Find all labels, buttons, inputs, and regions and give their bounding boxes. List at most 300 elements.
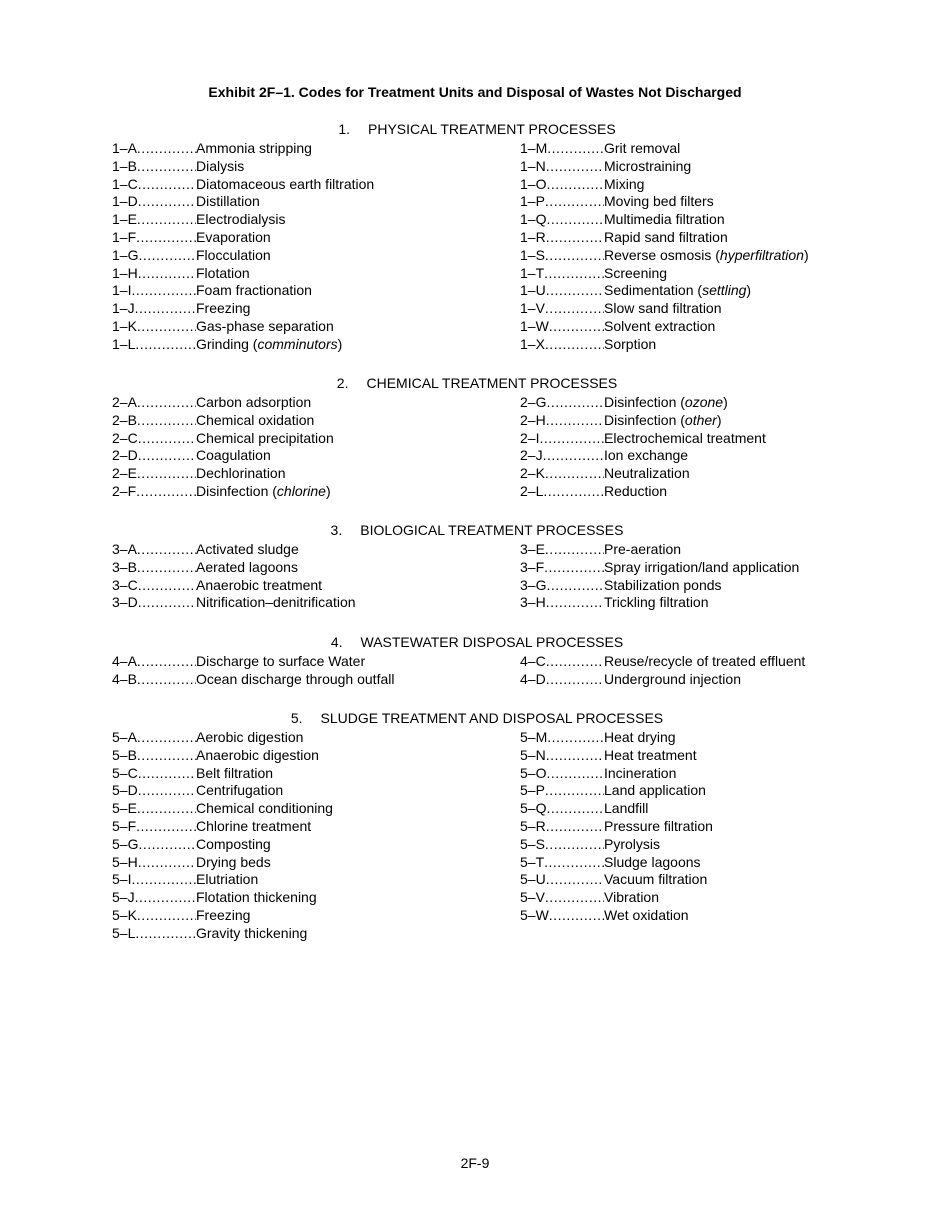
code-description bbox=[196, 140, 312, 156]
code-entry bbox=[520, 318, 809, 336]
code-description bbox=[196, 594, 356, 610]
code-entry bbox=[520, 671, 805, 689]
description-text: Anaerobic treatment bbox=[196, 576, 323, 593]
code-column-right bbox=[520, 729, 713, 925]
code-description bbox=[196, 465, 286, 481]
description-text: Diatomaceous earth filtration bbox=[196, 175, 375, 192]
code-description bbox=[196, 782, 283, 798]
code-entry bbox=[112, 176, 374, 194]
code-description bbox=[604, 282, 751, 298]
description-text: Flotation bbox=[196, 264, 250, 281]
description-suffix: ) bbox=[723, 394, 728, 410]
code-description bbox=[604, 889, 659, 905]
code-description bbox=[196, 211, 285, 227]
code-entry bbox=[520, 483, 766, 501]
description-text: Disinfection ( bbox=[604, 394, 685, 410]
code-entry bbox=[112, 229, 374, 247]
description-text: Mixing bbox=[604, 175, 645, 192]
code-entry bbox=[520, 907, 713, 925]
code-label: 5–G ..... bbox=[112, 836, 196, 854]
code-label: 1–L ..... bbox=[112, 336, 196, 354]
code-description bbox=[196, 318, 334, 334]
description-text: Anaerobic digestion bbox=[196, 746, 319, 763]
code-label: 5–C ..... bbox=[112, 765, 196, 783]
code-label: 1–B ..... bbox=[112, 158, 196, 176]
code-description bbox=[196, 765, 273, 781]
description-text: Grit removal bbox=[604, 140, 681, 156]
description-text: Belt filtration bbox=[196, 764, 274, 781]
code-label: 1–M ..... bbox=[520, 140, 604, 158]
code-description bbox=[604, 483, 667, 499]
code-entry bbox=[112, 193, 374, 211]
description-text: Microstraining bbox=[604, 157, 692, 174]
code-description bbox=[604, 747, 697, 763]
code-label: 1–K ..... bbox=[112, 318, 196, 336]
code-entry bbox=[112, 594, 356, 612]
code-entry bbox=[112, 265, 374, 283]
code-label: 3–F ..... bbox=[520, 559, 604, 577]
section-number: 3. bbox=[330, 522, 343, 538]
description-text: Reuse/recycle of treated effluent bbox=[604, 653, 806, 669]
description-text: Centrifugation bbox=[196, 782, 284, 799]
description-text: Disinfection ( bbox=[196, 482, 277, 499]
code-description bbox=[604, 818, 713, 834]
description-text: Trickling filtration bbox=[604, 594, 709, 611]
code-description bbox=[604, 594, 709, 610]
description-suffix: ) bbox=[746, 282, 752, 299]
code-description bbox=[604, 671, 741, 687]
description-text: Vacuum filtration bbox=[604, 871, 708, 888]
code-label: 5–H ..... bbox=[112, 854, 196, 872]
code-label: 5–Q ..... bbox=[520, 800, 604, 818]
code-entry bbox=[112, 871, 333, 889]
code-label: 1–E ..... bbox=[112, 211, 196, 229]
code-entry bbox=[520, 282, 809, 300]
description-text: Aerated lagoons bbox=[196, 558, 298, 575]
code-label: 5–T ..... bbox=[520, 854, 604, 872]
code-description bbox=[196, 818, 311, 834]
description-text: Activated sludge bbox=[196, 541, 299, 557]
code-description bbox=[196, 483, 331, 499]
code-description bbox=[604, 782, 706, 798]
description-text: Land application bbox=[604, 782, 706, 799]
code-entry bbox=[520, 594, 799, 612]
description-text: Coagulation bbox=[196, 447, 271, 464]
code-entry bbox=[520, 430, 766, 448]
description-suffix: ) bbox=[716, 411, 722, 428]
code-label: 1–O ..... bbox=[520, 176, 604, 194]
description-text: Freezing bbox=[196, 300, 251, 317]
code-label: 2–E ..... bbox=[112, 465, 196, 483]
section-number: 2. bbox=[336, 375, 349, 391]
code-description bbox=[196, 889, 317, 905]
code-label: 1–V ..... bbox=[520, 300, 604, 318]
code-description bbox=[196, 541, 299, 557]
code-entry bbox=[112, 336, 374, 354]
code-column-left bbox=[112, 394, 334, 501]
code-entry bbox=[112, 671, 394, 689]
section-heading bbox=[112, 118, 802, 140]
code-label: 2–F ..... bbox=[112, 483, 196, 501]
code-label: 2–H ..... bbox=[520, 412, 604, 430]
code-description bbox=[196, 430, 334, 446]
code-label: 1–C ..... bbox=[112, 176, 196, 194]
description-text: Underground injection bbox=[604, 670, 741, 687]
code-description bbox=[604, 140, 680, 156]
description-suffix: ) bbox=[803, 246, 809, 263]
code-label: 4–D ..... bbox=[520, 671, 604, 689]
code-column-right bbox=[520, 140, 809, 354]
code-entry bbox=[112, 854, 333, 872]
section-sludge bbox=[112, 707, 802, 941]
code-entry bbox=[112, 653, 394, 671]
description-text: Reduction bbox=[604, 482, 668, 499]
code-entry bbox=[520, 158, 809, 176]
description-text: Incineration bbox=[604, 764, 677, 781]
description-text: Pressure filtration bbox=[604, 817, 713, 834]
code-description bbox=[604, 765, 676, 781]
code-description bbox=[196, 176, 374, 192]
code-description bbox=[196, 229, 271, 245]
code-label: 5–R ..... bbox=[520, 818, 604, 836]
code-description bbox=[196, 447, 271, 463]
description-text: Chemical oxidation bbox=[196, 411, 315, 428]
code-column-right bbox=[520, 541, 799, 612]
code-description bbox=[196, 729, 303, 745]
code-entry bbox=[520, 765, 713, 783]
code-description bbox=[604, 800, 648, 816]
description-text: Drying beds bbox=[196, 853, 271, 870]
code-label: 4–A ..... bbox=[112, 653, 196, 671]
description-text: Electrodialysis bbox=[196, 211, 286, 228]
section-heading bbox=[112, 631, 802, 653]
page-number: 2F-9 bbox=[460, 1155, 490, 1171]
code-label: 3–C ..... bbox=[112, 577, 196, 595]
code-description bbox=[604, 318, 715, 334]
code-label: 4–C ..... bbox=[520, 653, 604, 671]
code-entry bbox=[520, 300, 809, 318]
code-label: 1–W ..... bbox=[520, 318, 604, 336]
description-text: Ion exchange bbox=[604, 447, 689, 464]
description-text: Pre-aeration bbox=[604, 541, 682, 557]
code-entry bbox=[112, 140, 374, 158]
code-description bbox=[604, 158, 691, 174]
code-label: 2–K ..... bbox=[520, 465, 604, 483]
code-label: 1–H ..... bbox=[112, 265, 196, 283]
code-entry bbox=[520, 818, 713, 836]
description-italic: settling bbox=[702, 282, 747, 299]
code-label: 3–A ..... bbox=[112, 541, 196, 559]
code-label: 2–I ..... bbox=[520, 430, 604, 448]
description-text: Heat treatment bbox=[604, 746, 697, 763]
code-entry bbox=[520, 653, 805, 671]
code-entry bbox=[520, 836, 713, 854]
description-text: Slow sand filtration bbox=[604, 300, 722, 317]
code-entry bbox=[520, 412, 766, 430]
code-entry bbox=[112, 483, 334, 501]
code-column-right bbox=[520, 653, 805, 689]
description-text: Screening bbox=[604, 264, 668, 281]
code-label: 3–E ..... bbox=[520, 541, 604, 559]
code-label: 5–F ..... bbox=[112, 818, 196, 836]
description-text: Chlorine treatment bbox=[196, 817, 312, 834]
description-text: Carbon adsorption bbox=[196, 394, 312, 410]
code-description bbox=[604, 211, 725, 227]
description-text: Aerobic digestion bbox=[196, 729, 304, 745]
code-entry bbox=[112, 541, 356, 559]
code-entry bbox=[520, 541, 799, 559]
description-text: Stabilization ponds bbox=[604, 576, 722, 593]
description-suffix: ) bbox=[325, 482, 331, 499]
code-description bbox=[196, 412, 314, 428]
code-entry bbox=[112, 300, 374, 318]
description-text: Composting bbox=[196, 835, 271, 852]
section-heading-text: PHYSICAL TREATMENT PROCESSES bbox=[368, 121, 616, 137]
code-entry bbox=[520, 229, 809, 247]
code-label: 3–B ..... bbox=[112, 559, 196, 577]
code-description bbox=[604, 300, 722, 316]
description-text: Foam fractionation bbox=[196, 282, 312, 299]
code-entry bbox=[520, 447, 766, 465]
code-label: 1–N ..... bbox=[520, 158, 604, 176]
description-text: Nitrification–denitrification bbox=[196, 594, 356, 611]
code-entry bbox=[112, 158, 374, 176]
code-label: 1–U ..... bbox=[520, 282, 604, 300]
code-label: 1–T ..... bbox=[520, 265, 604, 283]
code-description bbox=[604, 412, 722, 428]
code-label: 1–A ..... bbox=[112, 140, 196, 158]
description-italic: other bbox=[684, 411, 717, 428]
code-entry bbox=[520, 854, 713, 872]
description-text: Dechlorination bbox=[196, 465, 286, 482]
code-description bbox=[196, 265, 250, 281]
code-description bbox=[604, 430, 766, 446]
code-entry bbox=[520, 265, 809, 283]
code-entry bbox=[112, 394, 334, 412]
code-label: 5–J ..... bbox=[112, 889, 196, 907]
code-column-left bbox=[112, 541, 356, 612]
code-entry bbox=[112, 430, 334, 448]
code-description bbox=[604, 854, 701, 870]
code-description bbox=[604, 871, 707, 887]
code-label: 4–B ..... bbox=[112, 671, 196, 689]
description-text: Disinfection ( bbox=[604, 411, 685, 428]
code-entry bbox=[112, 282, 374, 300]
code-description bbox=[196, 247, 271, 263]
description-suffix: ) bbox=[337, 335, 343, 352]
code-description bbox=[604, 653, 805, 669]
code-label: 2–L ..... bbox=[520, 483, 604, 501]
section-heading bbox=[112, 519, 802, 541]
description-text: Reverse osmosis ( bbox=[604, 246, 720, 263]
description-text: Solvent extraction bbox=[604, 317, 716, 334]
code-label: 5–E ..... bbox=[112, 800, 196, 818]
code-label: 1–R ..... bbox=[520, 229, 604, 247]
description-text: Spray irrigation/land application bbox=[604, 558, 800, 575]
description-text: Pyrolysis bbox=[604, 835, 661, 852]
code-description bbox=[604, 465, 690, 481]
code-label: 3–G ..... bbox=[520, 577, 604, 595]
description-text: Neutralization bbox=[604, 465, 690, 482]
code-description bbox=[196, 671, 394, 687]
description-text: Grinding ( bbox=[196, 335, 258, 352]
code-description bbox=[604, 907, 689, 923]
code-label: 1–I ..... bbox=[112, 282, 196, 300]
code-label: 2–G ..... bbox=[520, 394, 604, 412]
code-column-right bbox=[520, 394, 766, 501]
code-entry bbox=[112, 577, 356, 595]
code-description bbox=[604, 193, 714, 209]
description-text: Sludge lagoons bbox=[604, 853, 701, 870]
code-label: 5–U ..... bbox=[520, 871, 604, 889]
code-description bbox=[196, 854, 271, 870]
code-column-left bbox=[112, 729, 333, 943]
code-entry bbox=[520, 394, 766, 412]
description-text: Heat drying bbox=[604, 729, 676, 745]
description-text: Sedimentation ( bbox=[604, 282, 703, 299]
description-text: Chemical conditioning bbox=[196, 800, 333, 817]
description-text: Multimedia filtration bbox=[604, 211, 725, 228]
section-heading-text: CHEMICAL TREATMENT PROCESSES bbox=[366, 375, 618, 391]
code-description bbox=[196, 577, 322, 593]
section-heading bbox=[112, 372, 802, 394]
section-number: 5. bbox=[290, 710, 303, 726]
code-description bbox=[604, 541, 681, 557]
description-text: Gravity thickening bbox=[196, 924, 308, 941]
code-label: 1–D ..... bbox=[112, 193, 196, 211]
code-description bbox=[196, 158, 244, 174]
code-label: 5–M ..... bbox=[520, 729, 604, 747]
code-entry bbox=[112, 247, 374, 265]
code-entry bbox=[112, 818, 333, 836]
code-label: 1–P ..... bbox=[520, 193, 604, 211]
code-description bbox=[196, 653, 365, 669]
code-description bbox=[196, 871, 258, 887]
code-entry bbox=[520, 577, 799, 595]
section-biological bbox=[112, 519, 802, 611]
code-entry bbox=[112, 747, 333, 765]
code-description bbox=[604, 836, 660, 852]
description-text: Chemical precipitation bbox=[196, 429, 334, 446]
section-number: 1. bbox=[338, 121, 351, 137]
code-label: 1–J ..... bbox=[112, 300, 196, 318]
code-label: 2–A ..... bbox=[112, 394, 196, 412]
section-heading-text: SLUDGE TREATMENT AND DISPOSAL PROCESSES bbox=[320, 710, 664, 726]
code-description bbox=[604, 247, 809, 263]
code-description bbox=[196, 836, 271, 852]
code-label: 1–G ..... bbox=[112, 247, 196, 265]
description-text: Freezing bbox=[196, 906, 251, 923]
code-entry bbox=[520, 782, 713, 800]
code-entry bbox=[112, 765, 333, 783]
code-description bbox=[196, 907, 250, 923]
code-entry bbox=[520, 176, 809, 194]
code-description bbox=[196, 559, 298, 575]
code-description bbox=[196, 300, 250, 316]
code-label: 5–K ..... bbox=[112, 907, 196, 925]
code-label: 3–H ..... bbox=[520, 594, 604, 612]
description-italic: ozone bbox=[684, 394, 724, 410]
code-description bbox=[604, 336, 656, 352]
code-label: 5–N ..... bbox=[520, 747, 604, 765]
description-text: Ammonia stripping bbox=[196, 140, 312, 156]
section-chemical bbox=[112, 372, 802, 499]
code-label: 1–X ..... bbox=[520, 336, 604, 354]
code-entry bbox=[112, 318, 374, 336]
code-entry bbox=[112, 782, 333, 800]
code-label: 5–D ..... bbox=[112, 782, 196, 800]
section-wastewater-disposal bbox=[112, 631, 806, 687]
code-entry bbox=[520, 559, 799, 577]
description-italic: chlorine bbox=[276, 482, 326, 499]
code-entry bbox=[112, 447, 334, 465]
exhibit-title: Exhibit 2F–1. Codes for Treatment Units and Disposal of Wastes Not Discharged bbox=[208, 84, 742, 100]
description-text: Electrochemical treatment bbox=[604, 429, 766, 446]
code-description bbox=[196, 282, 312, 298]
description-italic: comminutors bbox=[257, 335, 338, 352]
code-label: 1–F ..... bbox=[112, 229, 196, 247]
code-entry bbox=[112, 925, 333, 943]
code-column-left bbox=[112, 140, 374, 354]
code-column-left bbox=[112, 653, 394, 689]
section-number: 4. bbox=[330, 634, 343, 650]
code-label: 5–L ..... bbox=[112, 925, 196, 943]
code-label: 1–Q ..... bbox=[520, 211, 604, 229]
code-description bbox=[196, 193, 260, 209]
section-heading bbox=[112, 707, 802, 729]
code-description bbox=[604, 229, 728, 245]
description-text: Vibration bbox=[604, 889, 660, 906]
description-text: Rapid sand filtration bbox=[604, 228, 728, 245]
code-entry bbox=[112, 889, 333, 907]
description-text: Moving bed filters bbox=[604, 193, 714, 210]
code-entry bbox=[112, 800, 333, 818]
code-entry bbox=[520, 871, 713, 889]
description-text: Flotation thickening bbox=[196, 889, 317, 906]
code-description bbox=[196, 800, 333, 816]
code-entry bbox=[112, 465, 334, 483]
code-entry bbox=[112, 729, 333, 747]
code-entry bbox=[520, 729, 713, 747]
code-description bbox=[196, 747, 319, 763]
code-entry bbox=[520, 889, 713, 907]
code-label: 5–O ..... bbox=[520, 765, 604, 783]
code-label: 5–P ..... bbox=[520, 782, 604, 800]
code-description bbox=[604, 176, 644, 192]
code-description bbox=[196, 925, 307, 941]
code-label: 5–V ..... bbox=[520, 889, 604, 907]
code-entry bbox=[520, 140, 809, 158]
description-text: Flocculation bbox=[196, 246, 271, 263]
code-entry bbox=[520, 465, 766, 483]
description-text: Distillation bbox=[196, 193, 260, 210]
code-description bbox=[604, 559, 799, 575]
code-description bbox=[604, 394, 728, 410]
section-physical bbox=[112, 118, 809, 352]
code-description bbox=[604, 265, 667, 281]
code-label: 2–J ..... bbox=[520, 447, 604, 465]
section-heading-text: BIOLOGICAL TREATMENT PROCESSES bbox=[360, 522, 624, 538]
section-heading-text: WASTEWATER DISPOSAL PROCESSES bbox=[360, 634, 624, 650]
description-text: Elutriation bbox=[196, 871, 259, 888]
code-description bbox=[196, 394, 311, 410]
description-text: Dialysis bbox=[196, 157, 245, 174]
description-text: Evaporation bbox=[196, 228, 271, 245]
description-text: Ocean discharge through outfall bbox=[196, 670, 395, 687]
code-label: 2–D ..... bbox=[112, 447, 196, 465]
code-label: 5–B ..... bbox=[112, 747, 196, 765]
code-entry bbox=[112, 907, 333, 925]
